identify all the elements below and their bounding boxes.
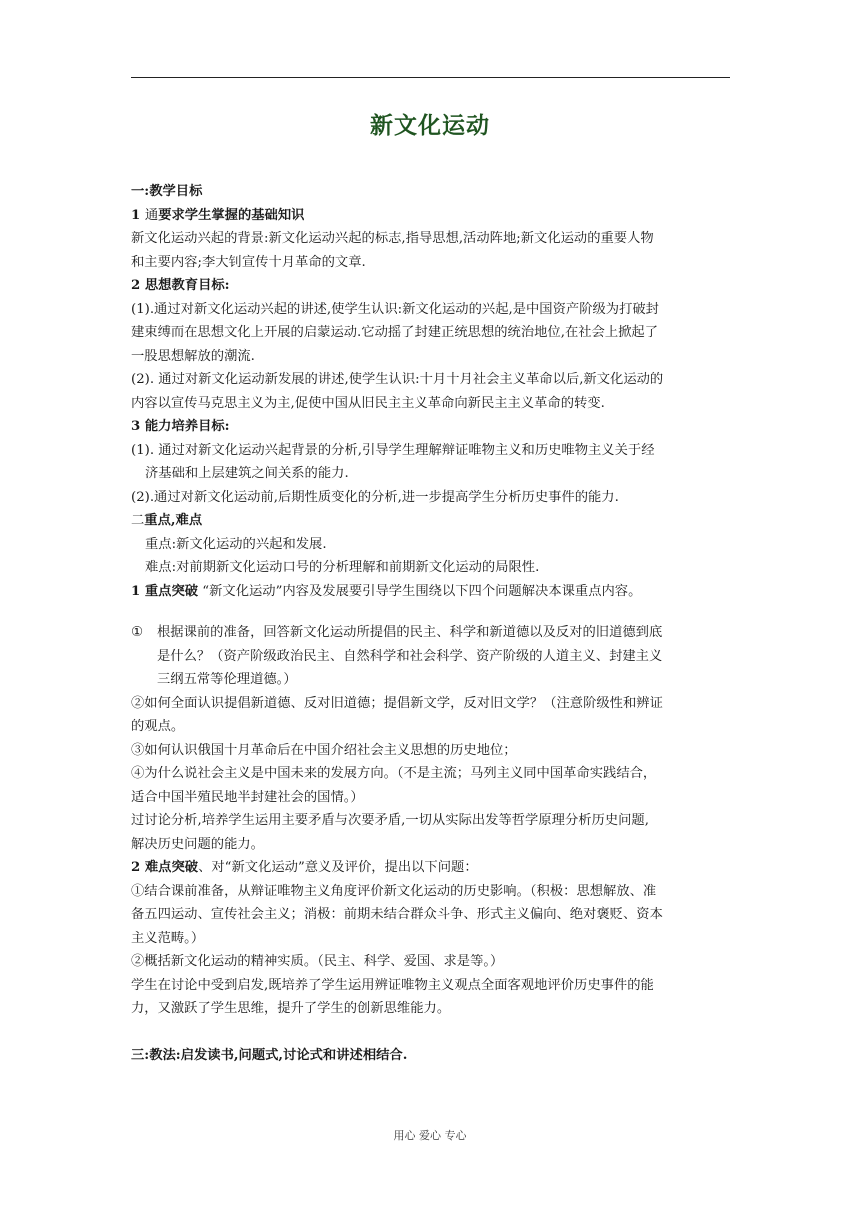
paragraph-line: ②概括新文化运动的精神实质。（民主、科学、爱国、求是等。） bbox=[131, 954, 504, 969]
paragraph-line: (2). 通过对新文化运动新发展的讲述,使学生认识:十月十月社会主义革命以后,新文化运动的 bbox=[131, 372, 664, 387]
paragraph-line: 适合中国半殖民地半封建社会的国情。） bbox=[131, 789, 364, 805]
paragraph-line: ①结合课前准备，从辩证唯物主义角度评价新文化运动的历史影响。（积极：思想解放、准 bbox=[131, 883, 657, 899]
section-heading-key-points: 二重点,难点 bbox=[131, 513, 203, 528]
paragraph-line: 内容以宣传马克思主义为主,促使中国从旧民主主义革命向新民主主义革命的转变. bbox=[131, 395, 605, 411]
paragraph-line: 难点:对前期新文化运动口号的分析理解和前期新文化运动的局限性. bbox=[145, 560, 540, 575]
paragraph-line: 力，又激跃了学生思维，提升了学生的创新思维能力。 bbox=[131, 1001, 451, 1016]
paragraph-line: 根据课前的准备，回答新文化运动所提倡的民主、科学和新道德以及反对的旧道德到底 bbox=[157, 625, 663, 640]
subsection-heading-difficulty-breakthrough: 2 难点突破、对“新文化运动”意义及评价，提出以下问题： bbox=[131, 860, 478, 875]
paragraph-line: 是什么？（资产阶级政治民主、自然科学和社会科学、资产阶级的人道主义、封建主义 bbox=[157, 648, 663, 664]
paragraph-line: (1).通过对新文化运动兴起的讲述,使学生认识:新文化运动的兴起,是中国资产阶级为打破封 bbox=[131, 301, 659, 317]
paragraph-line: ②如何全面认识提倡新道德、反对旧道德；提倡新文学，反对旧文学？（注意阶级性和辨证 bbox=[131, 695, 663, 711]
paragraph-line: 和主要内容;李大钊宣传十月革命的文章. bbox=[131, 254, 366, 270]
list-marker: ① bbox=[131, 625, 143, 640]
paragraph-line: 过讨论分析,培养学生运用主要矛盾与次要矛盾,一切从实际出发等哲学原理分析历史问题, bbox=[131, 813, 649, 828]
document-body bbox=[131, 180, 731, 1067]
paragraph-line: 一股思想解放的潮流. bbox=[131, 348, 255, 364]
paragraph-line: 济基础和上层建筑之间关系的能力. bbox=[145, 466, 349, 481]
paragraph-line: 学生在讨论中受到启发,既培养了学生运用辨证唯物主义观点全面客观地评价历史事件的能 bbox=[131, 977, 654, 993]
header-rule bbox=[131, 77, 730, 78]
subsection-heading-key-breakthrough: 1 重点突破 “新文化运动”内容及发展要引导学生围绕以下四个问题解决本课重点内容。 bbox=[131, 583, 642, 599]
section-heading-methods: 三:教法:启发读书,问题式,讨论式和讲述相结合. bbox=[131, 1047, 408, 1063]
paragraph-line: 三纲五常等伦理道德。） bbox=[157, 672, 297, 687]
subsection-heading-ideology: 2 思想教育目标: bbox=[131, 278, 230, 293]
spacer bbox=[131, 603, 731, 621]
subsection-heading-ability: 3 能力培养目标: bbox=[131, 419, 230, 434]
paragraph-line: ④为什么说社会主义是中国未来的发展方向。（不是主流；马列主义同中国革命实践结合， bbox=[131, 766, 657, 781]
section-heading-goals: 一:教学目标 bbox=[131, 184, 203, 199]
paragraph-line: (2).通过对新文化运动前,后期性质变化的分析,进一步提高学生分析历史事件的能力. bbox=[131, 489, 619, 505]
subsection-heading-knowledge: 1 通要求学生掌握的基础知识 bbox=[131, 207, 305, 223]
paragraph-line: 的观点。 bbox=[131, 719, 185, 734]
paragraph-line: 重点:新文化运动的兴起和发展. bbox=[145, 536, 327, 552]
paragraph-line: 备五四运动、宣传社会主义；消极：前期未结合群众斗争、形式主义偏向、绝对褒贬、资本 bbox=[131, 907, 663, 922]
page-title: 新文化运动 bbox=[370, 113, 490, 139]
paragraph-line: ③如何认识俄国十月革命后在中国介绍社会主义思想的历史地位； bbox=[131, 742, 517, 758]
paragraph-line: (1). 通过对新文化运动兴起背景的分析,引导学生理解辩证唯物主义和历史唯物主义关于经 bbox=[131, 442, 655, 458]
spacer bbox=[131, 1021, 731, 1044]
paragraph-line: 新文化运动兴起的背景:新文化运动兴起的标志,指导思想,活动阵地;新文化运动的重要人物 bbox=[131, 231, 654, 246]
page-footer: 用心 爱心 专心 bbox=[393, 1129, 467, 1142]
paragraph-line: 建束缚而在思想文化上开展的启蒙运动.它动摇了封建正统思想的统治地位,在社会上掀起了 bbox=[131, 325, 659, 340]
paragraph-line: 解决历史问题的能力。 bbox=[131, 836, 264, 852]
list-item bbox=[131, 621, 731, 692]
paragraph-line: 主义范畴。） bbox=[131, 930, 205, 946]
